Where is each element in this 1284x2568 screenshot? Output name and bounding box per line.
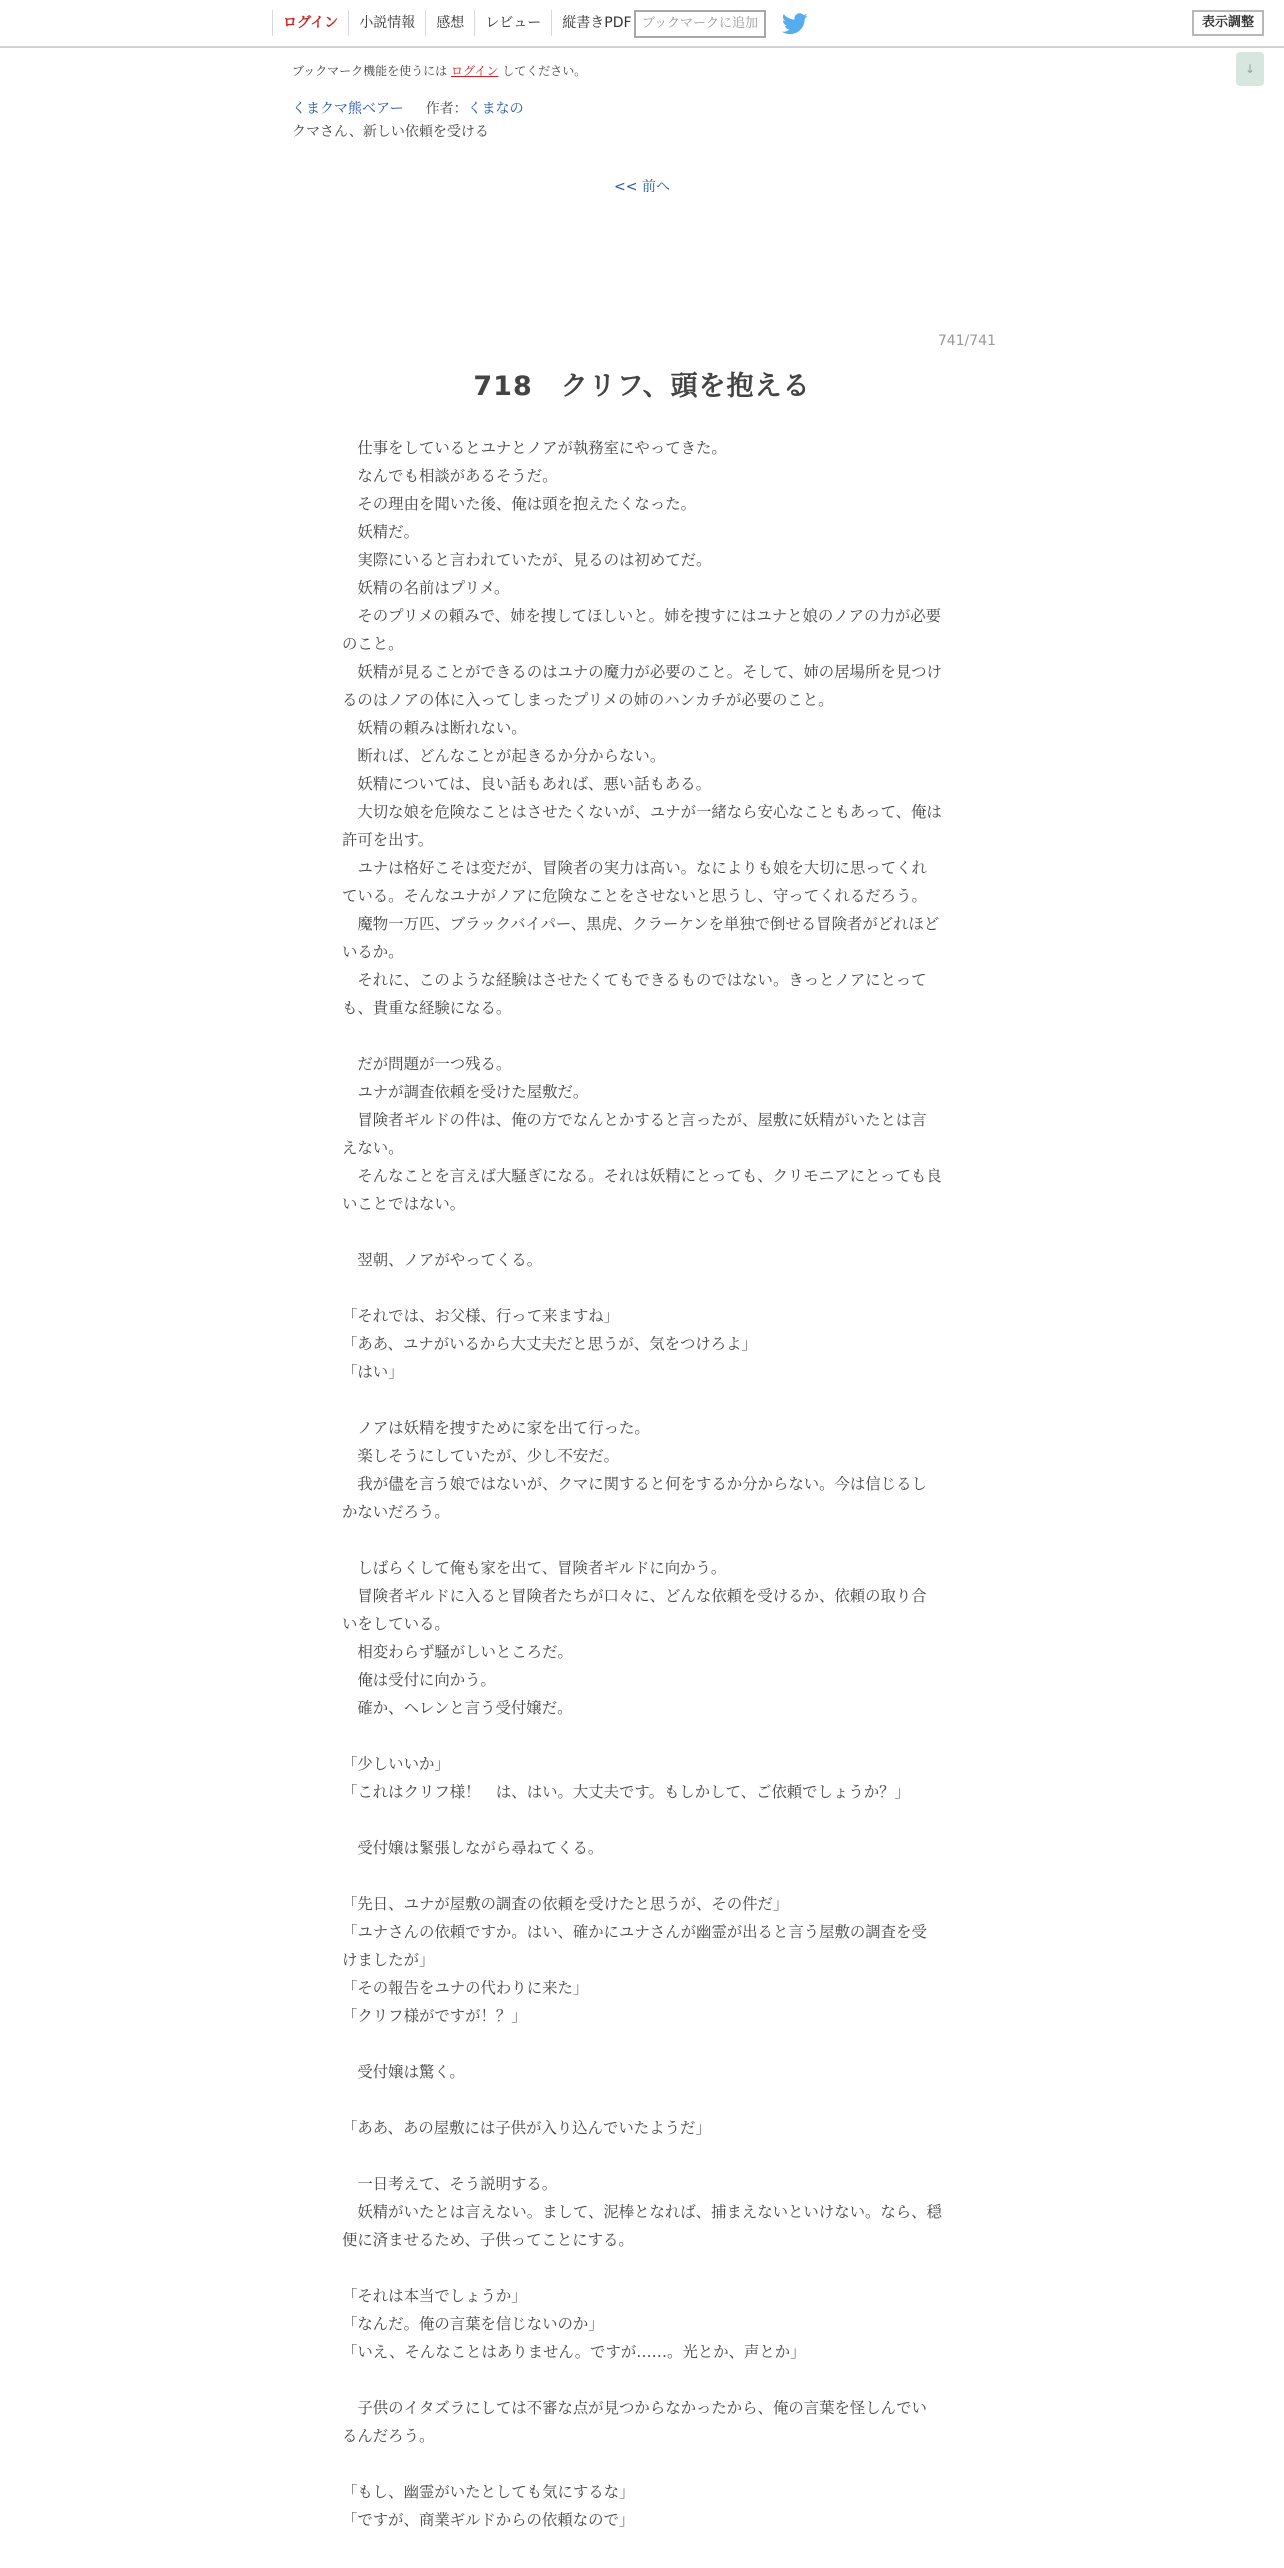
top-navigation-bar bbox=[0, 0, 1284, 48]
series-title-link[interactable]: くまクマ熊ベアー bbox=[292, 101, 404, 117]
body-paragraph: 「はい」 bbox=[342, 1363, 404, 1381]
prev-page-link[interactable]: << 前へ bbox=[614, 179, 670, 195]
body-paragraph: 「これはクリフ様！ は、はい。大丈夫です。もしかして、ご依頼でしょうか？」 bbox=[342, 1783, 910, 1801]
body-paragraph: その理由を聞いた後、俺は頭を抱えたくなった。 bbox=[342, 495, 696, 513]
body-paragraph: 「クリフ様がですが！？」 bbox=[342, 2007, 527, 2025]
bookmark-notice-after: してください。 bbox=[498, 64, 587, 78]
body-paragraph: 「なんだ。俺の言葉を信じないのか」 bbox=[342, 2315, 604, 2333]
body-paragraph: ユナは格好こそは変だが、冒険者の実力は高い。なによりも娘を大切に思ってくれている。そんなユナがノアに危険なことをさせないと思うし、守ってくれるだろう。 bbox=[342, 859, 927, 905]
body-paragraph: 一日考えて、そう説明する。 bbox=[342, 2175, 558, 2193]
blank-line bbox=[342, 1386, 942, 1414]
body-paragraph: 受付嬢は驚く。 bbox=[342, 2063, 465, 2081]
nav-review-link[interactable]: レビュー bbox=[474, 10, 551, 36]
body-paragraph: 楽しそうにしていたが、少し不安だ。 bbox=[342, 1447, 620, 1465]
body-paragraph: なんでも相談があるそうだ。 bbox=[342, 467, 558, 485]
blank-line bbox=[342, 2030, 942, 2058]
body-paragraph: ユナが調査依頼を受けた屋敷だ。 bbox=[342, 1083, 589, 1101]
body-paragraph: 仕事をしているとユナとノアが執務室にやってきた。 bbox=[342, 439, 727, 457]
body-paragraph: 妖精の頼みは断れない。 bbox=[342, 719, 527, 737]
body-paragraph: 相変わらず騒がしいところだ。 bbox=[342, 1643, 573, 1661]
body-paragraph: 実際にいると言われていたが、見るのは初めてだ。 bbox=[342, 551, 712, 569]
blank-line bbox=[342, 1806, 942, 1834]
body-paragraph: 俺は受付に向かう。 bbox=[342, 1671, 496, 1689]
body-paragraph: 「もし、幽霊がいたとしても気にするな」 bbox=[342, 2483, 635, 2501]
body-paragraph: 「ですが、商業ギルドからの依頼なので」 bbox=[342, 2511, 635, 2529]
blank-line bbox=[342, 2086, 942, 2114]
body-paragraph: ノアは妖精を捜すために家を出て行った。 bbox=[342, 1419, 650, 1437]
blank-line bbox=[342, 2142, 942, 2170]
display-settings-button[interactable]: 表示調整 bbox=[1192, 10, 1264, 36]
nav-vertical-pdf-link[interactable]: 縦書きPDF bbox=[551, 10, 641, 36]
author-label: 作者： bbox=[425, 101, 468, 117]
body-paragraph: 「それは本当でしょうか」 bbox=[342, 2287, 527, 2305]
body-paragraph: 確か、ヘレンと言う受付嬢だ。 bbox=[342, 1699, 573, 1717]
body-paragraph: そんなことを言えば大騒ぎになる。それは妖精にとっても、クリモニアにとっても良いことではない。 bbox=[342, 1167, 942, 1213]
body-paragraph: 「ああ、あの屋敷には子供が入り込んでいたようだ」 bbox=[342, 2119, 711, 2137]
blank-line bbox=[342, 2450, 942, 2478]
nav-login-link[interactable]: ログイン bbox=[272, 10, 348, 36]
body-paragraph: 我が儘を言う娘ではないが、クマに関すると何をするか分からない。今は信じるしかないだろう。 bbox=[342, 1475, 927, 1521]
body-paragraph: 「それでは、お父様、行って来ますね」 bbox=[342, 1307, 620, 1325]
body-paragraph: 妖精については、良い話もあれば、悪い話もある。 bbox=[342, 775, 712, 793]
scroll-down-button[interactable]: ↓ bbox=[1236, 52, 1264, 86]
twitter-icon[interactable] bbox=[782, 13, 808, 35]
blank-line bbox=[342, 1218, 942, 1246]
body-paragraph: 子供のイタズラにしては不審な点が見つからなかったから、俺の言葉を怪しんでいるんだろう。 bbox=[342, 2399, 927, 2445]
blank-line bbox=[342, 1274, 942, 1302]
body-paragraph: 断れば、どんなことが起きるか分からない。 bbox=[342, 747, 666, 765]
body-paragraph: 「いえ、そんなことはありません。ですが……。光とか、声とか」 bbox=[342, 2343, 806, 2361]
series-info bbox=[292, 98, 524, 118]
nav-menu bbox=[272, 0, 642, 46]
body-paragraph: 大切な娘を危険なことはさせたくないが、ユナが一緒なら安心なこともあって、俺は許可を出す。 bbox=[342, 803, 942, 849]
body-paragraph: だが問題が一つ残る。 bbox=[342, 1055, 512, 1073]
nav-impressions-link[interactable]: 感想 bbox=[425, 10, 474, 36]
nav-novel-info-link[interactable]: 小説情報 bbox=[348, 10, 425, 36]
body-paragraph: そのプリメの頼みで、姉を捜してほしいと。姉を捜すにはユナと娘のノアの力が必要のこと。 bbox=[342, 607, 942, 653]
body-paragraph: 「少しいいか」 bbox=[342, 1755, 450, 1773]
body-paragraph: 妖精だ。 bbox=[342, 523, 419, 541]
blank-line bbox=[342, 1862, 942, 1890]
body-paragraph: それに、このような経験はさせたくてもできるものではない。きっとノアにとっても、貴重な経験になる。 bbox=[342, 971, 927, 1017]
body-paragraph: 「ユナさんの依頼ですか。はい、確かにユナさんが幽霊が出ると言う屋敷の調査を受けましたが」 bbox=[342, 1923, 927, 1969]
novel-body bbox=[342, 434, 942, 2534]
body-paragraph: 妖精が見ることができるのはユナの魔力が必要のこと。そして、姉の居場所を見つけるのはノアの体に入ってしまったプリメの姉のハンカチが必要のこと。 bbox=[342, 663, 942, 709]
body-paragraph: 翌朝、ノアがやってくる。 bbox=[342, 1251, 543, 1269]
blank-line bbox=[342, 2366, 942, 2394]
body-paragraph: 妖精がいたとは言えない。まして、泥棒となれば、捕まえないといけない。なら、穏便に済ませるため、子供ってことにする。 bbox=[342, 2203, 942, 2249]
bookmark-login-link[interactable]: ログイン bbox=[450, 64, 499, 78]
body-paragraph: 受付嬢は緊張しながら尋ねてくる。 bbox=[342, 1839, 604, 1857]
body-paragraph: 魔物一万匹、ブラックバイパー、黒虎、クラーケンを単独で倒せる冒険者がどれほどいるか。 bbox=[342, 915, 940, 961]
author-link[interactable]: くまなの bbox=[467, 101, 524, 117]
chapter-subtitle: クマさん、新しい依頼を受ける bbox=[292, 124, 489, 140]
blank-line bbox=[342, 1722, 942, 1750]
body-paragraph: 「先日、ユナが屋敷の調査の依頼を受けたと思うが、その件だ」 bbox=[342, 1895, 789, 1913]
body-paragraph: 冒険者ギルドの件は、俺の方でなんとかすると言ったが、屋敷に妖精がいたとは言えない。 bbox=[342, 1111, 927, 1157]
body-paragraph: 妖精の名前はプリメ。 bbox=[342, 579, 510, 597]
bookmark-notice-before: ブックマーク機能を使うには bbox=[292, 64, 451, 78]
blank-line bbox=[342, 1022, 942, 1050]
blank-line bbox=[342, 2254, 942, 2282]
blank-line bbox=[342, 1526, 942, 1554]
chapter-title: 718 クリフ、頭を抱える bbox=[473, 371, 811, 402]
body-paragraph: 冒険者ギルドに入ると冒険者たちが口々に、どんな依頼を受けるか、依頼の取り合いをしている。 bbox=[342, 1587, 927, 1633]
bookmark-login-notice bbox=[292, 62, 586, 79]
body-paragraph: しばらくして俺も家を出て、冒険者ギルドに向かう。 bbox=[342, 1559, 727, 1577]
body-paragraph: 「その報告をユナの代わりに来た」 bbox=[342, 1979, 589, 1997]
page-counter: 741/741 bbox=[937, 333, 996, 349]
add-bookmark-button[interactable]: ブックマークに追加 bbox=[634, 10, 766, 38]
body-paragraph: 「ああ、ユナがいるから大丈夫だと思うが、気をつけろよ」 bbox=[342, 1335, 757, 1353]
